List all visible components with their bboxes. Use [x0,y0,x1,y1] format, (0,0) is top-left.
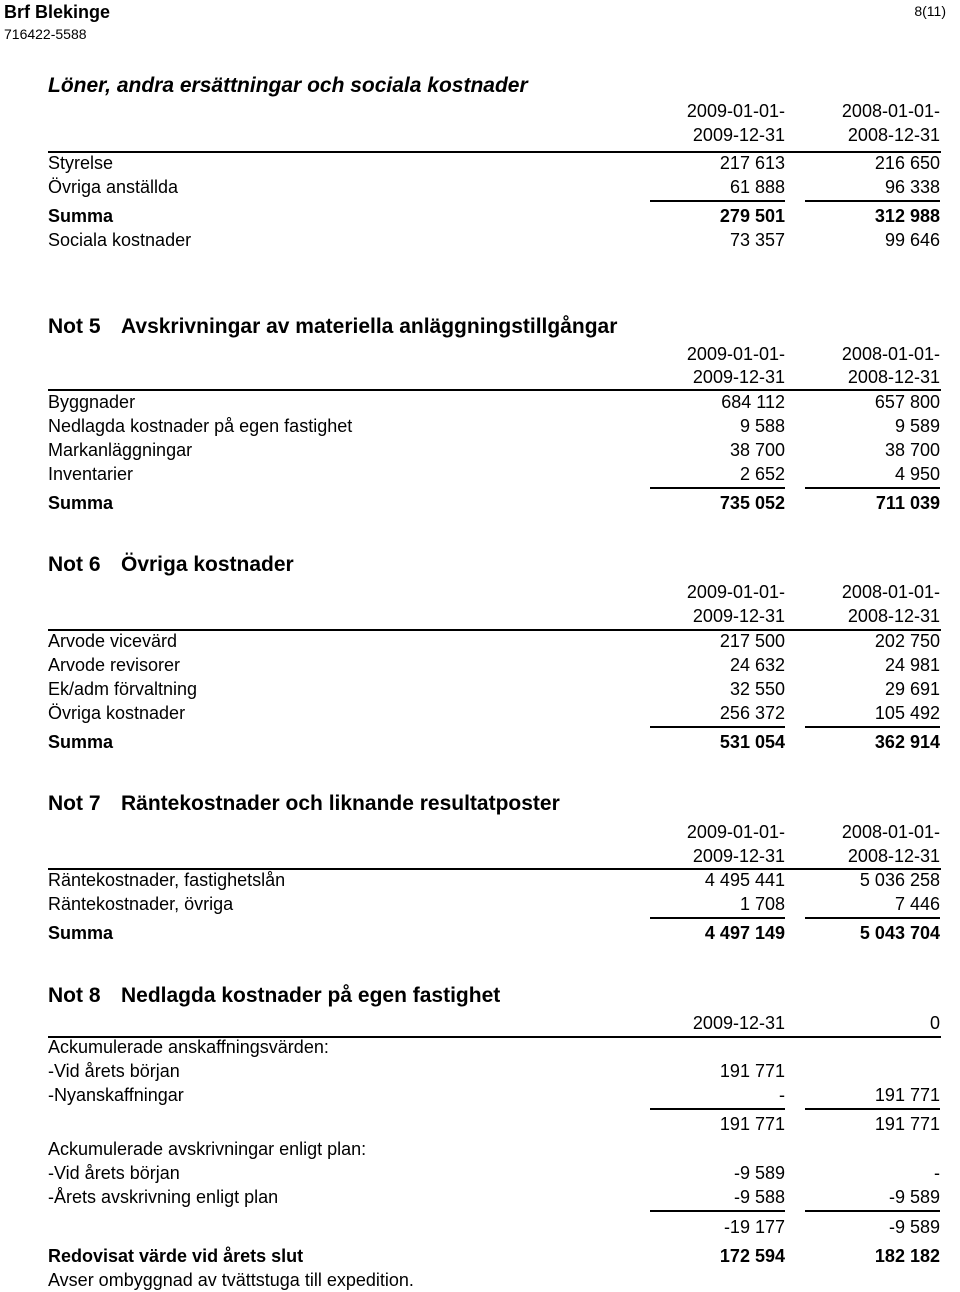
row-value: 38 700 [729,440,785,460]
sum-underline [650,200,785,202]
col-header: 2008-01-01- [841,344,940,364]
row-label: Övriga kostnader [48,703,186,723]
col-header: 2008-12-31 [847,606,940,626]
note-number: Not 7 [48,792,101,815]
sum-value: 711 039 [875,493,940,513]
page-number: 8(11) [914,3,946,19]
sum-underline [805,487,940,489]
note-number: Not 5 [48,315,101,338]
row-label: Byggnader [48,392,136,412]
row-value: -9 589 [888,1187,940,1207]
row-value: 73 357 [729,230,785,250]
row-value: -9 588 [733,1187,785,1207]
row-value: 24 981 [884,655,940,675]
col-header: 2009-01-01- [686,101,785,121]
sum-underline [805,726,940,728]
col-header: 2009-12-31 [692,846,785,866]
row-label: -Årets avskrivning enligt plan [48,1187,279,1207]
row-label: Nedlagda kostnader på egen fastighet [48,416,353,436]
col-header: 2008-01-01- [841,822,940,842]
row-label: Ackumulerade avskrivningar enligt plan: [48,1139,367,1159]
row-value: 38 700 [884,440,940,460]
row-label: Räntekostnader, övriga [48,894,234,914]
col-header: 2009-12-31 [692,606,785,626]
row-value: 4 950 [894,464,940,484]
row-label: -Nyanskaffningar [48,1085,184,1105]
row-value: 217 613 [719,153,785,173]
col-header: 2008-12-31 [847,125,940,145]
sum-underline [650,1210,785,1212]
row-value: 191 771 [874,1085,940,1105]
row-value: 96 338 [884,177,940,197]
note-title: Övriga kostnader [121,553,294,576]
row-label: -Vid årets början [48,1061,180,1081]
row-value: 217 500 [719,631,785,651]
row-label: Inventarier [48,464,134,484]
note-number: Not 8 [48,984,101,1007]
sum-label: Redovisat värde vid årets slut [48,1246,304,1266]
row-value: 216 650 [874,153,940,173]
subtotal-value: -19 177 [723,1217,785,1237]
row-label: Räntekostnader, fastighetslån [48,870,286,890]
org-name: Brf Blekinge [4,2,111,22]
col-header: 2009-12-31 [692,125,785,145]
row-label: Arvode vicevärd [48,631,178,651]
sum-label: Summa [48,923,114,943]
sum-value: 531 054 [719,732,785,752]
footnote: Avser ombyggnad av tvättstuga till expedition. [48,1270,414,1290]
divider [48,389,941,391]
sum-underline [650,1108,785,1110]
row-value: 7 446 [894,894,940,914]
row-value: 2 652 [739,464,785,484]
note-title: Avskrivningar av materiella anläggningstillgångar [121,315,618,338]
row-value: 29 691 [884,679,940,699]
sum-underline [805,200,940,202]
sum-value: 172 594 [719,1246,785,1266]
row-value: - [934,1163,940,1183]
col-header: 2008-01-01- [841,101,940,121]
sum-value: 735 052 [719,493,785,513]
sum-value: 4 497 149 [704,923,785,943]
sum-label: Summa [48,493,114,513]
col-header: 2009-12-31 [692,1013,785,1033]
row-value: 1 708 [739,894,785,914]
row-label: Styrelse [48,153,114,173]
sum-underline [650,487,785,489]
row-value: 24 632 [729,655,785,675]
sum-underline [650,726,785,728]
row-label: Markanläggningar [48,440,193,460]
sum-underline [650,917,785,919]
org-number: 716422-5588 [4,26,87,42]
note-number: Not 6 [48,553,101,576]
sum-underline [805,1108,940,1110]
col-header: 2008-12-31 [847,367,940,387]
col-header: 2008-01-01- [841,582,940,602]
row-value: 61 888 [729,177,785,197]
row-value: 191 771 [719,1061,785,1081]
sum-underline [805,1210,940,1212]
row-value: 9 588 [739,416,785,436]
sum-value: 5 043 704 [859,923,940,943]
row-value: 105 492 [874,703,940,723]
row-value: 202 750 [874,631,940,651]
row-value: -9 589 [733,1163,785,1183]
note-title: Räntekostnader och liknande resultatposter [121,792,560,815]
row-value: - [779,1085,785,1105]
row-label: -Vid årets början [48,1163,180,1183]
subtotal-value: 191 771 [719,1114,785,1134]
col-header: 2009-01-01- [686,582,785,602]
row-label: Ackumulerade anskaffningsvärden: [48,1037,329,1057]
sum-value: 312 988 [874,206,940,226]
row-label: Arvode revisorer [48,655,181,675]
sum-label: Summa [48,206,114,226]
col-header: 0 [929,1013,940,1033]
row-label: Sociala kostnader [48,230,192,250]
sum-value: 279 501 [719,206,785,226]
col-header: 2008-12-31 [847,846,940,866]
row-value: 684 112 [721,392,785,412]
subtotal-value: 191 771 [874,1114,940,1134]
row-value: 4 495 441 [704,870,785,890]
col-header: 2009-01-01- [686,344,785,364]
divider [48,151,941,153]
section-title-loner: Löner, andra ersättningar och sociala kostnader [48,74,528,97]
row-value: 32 550 [729,679,785,699]
sum-label: Summa [48,732,114,752]
sum-value: 182 182 [874,1246,940,1266]
row-value: 256 372 [719,703,785,723]
row-value: 657 800 [874,392,940,412]
row-value: 99 646 [884,230,940,250]
row-label: Övriga anställda [48,177,179,197]
col-header: 2009-01-01- [686,822,785,842]
row-value: 9 589 [894,416,940,436]
sum-underline [805,917,940,919]
col-header: 2009-12-31 [692,367,785,387]
sum-value: 362 914 [874,732,940,752]
row-value: 5 036 258 [859,870,940,890]
subtotal-value: -9 589 [888,1217,940,1237]
row-label: Ek/adm förvaltning [48,679,198,699]
divider [48,629,941,631]
note-title: Nedlagda kostnader på egen fastighet [121,984,501,1007]
